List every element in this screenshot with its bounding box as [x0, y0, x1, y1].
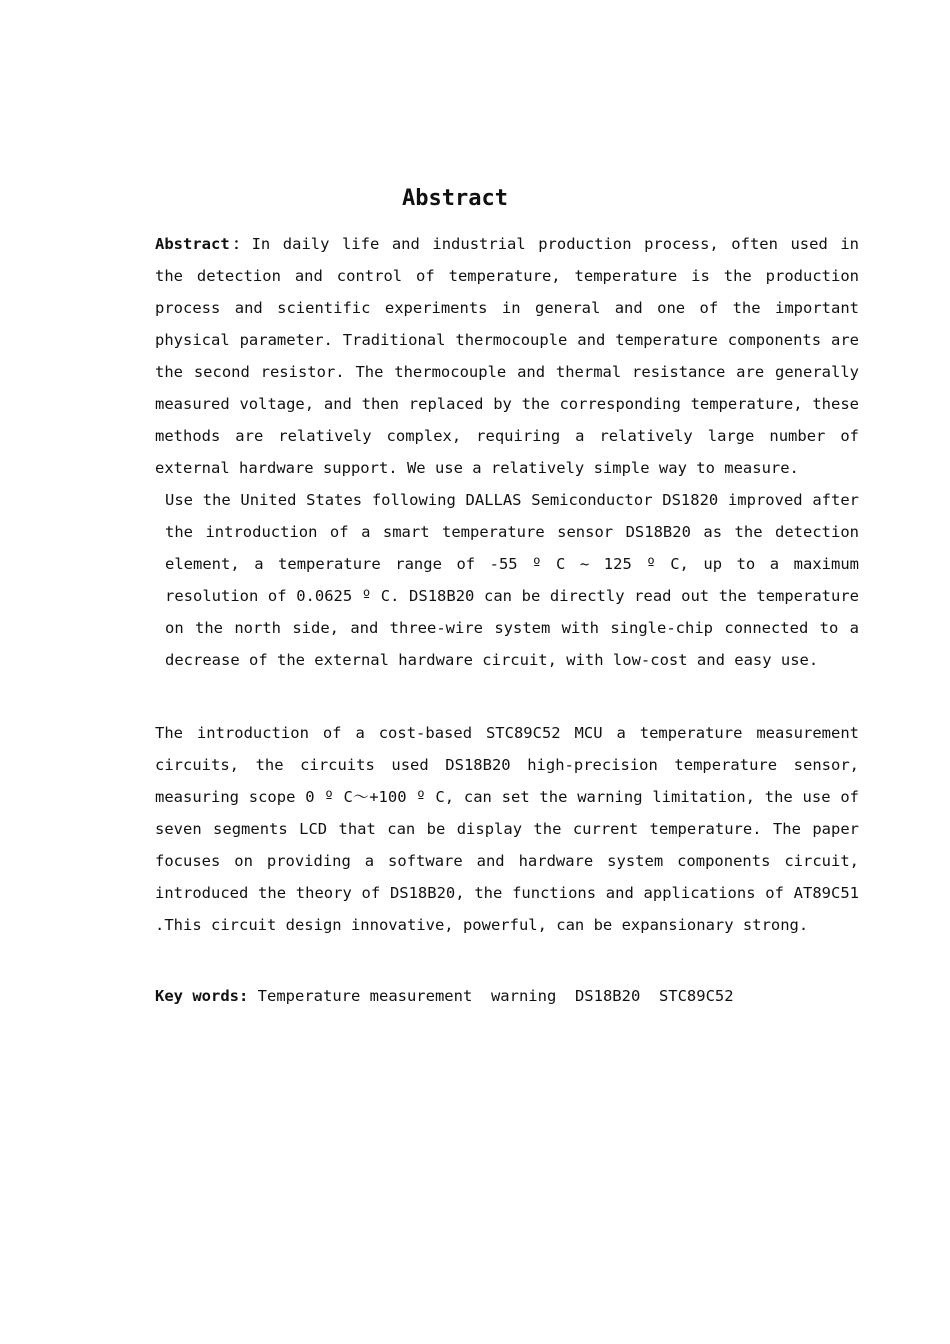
keywords-line — [137, 980, 859, 1012]
keywords-label: Key words: — [155, 987, 249, 1005]
abstract-paragraph-1-text: In daily life and industrial production process, often used in the detection and control of temperature, temperature is the production process and scientific experiments in general and one of the important physical parameter. Traditional thermocouple and temperature components are the second resistor. The thermocouple and thermal resistance are generally measured voltage, and then replaced by the corresponding temperature, these methods are relatively complex, requiring a relatively large number of external hardware support. We use a relatively simple way to measure. — [155, 235, 860, 477]
abstract-label: Abstract： — [155, 235, 252, 253]
keywords-value: Temperature measurement warning DS18B20 STC89C52 — [257, 987, 734, 1005]
abstract-paragraph-3: The introduction of a cost-based STC89C52 MCU a temperature measurement circuits, the circuits used DS18B20 high-precision temperature sensor, measuring scope 0 º C～+100 º C, can set the warning limitation, the use of seven segments LCD that can be display the current temperature. The paper focuses on providing a software and hardware system components circuit, introduced the theory of DS18B20, the functions and applications of AT89C51 .This circuit design innovative, powerful, can be expansionary strong. — [155, 724, 859, 934]
abstract-paragraph-1 — [137, 228, 859, 484]
page-title: Abstract — [402, 186, 508, 211]
abstract-paragraph-2: Use the United States following DALLAS Semiconductor DS1820 improved after the introduction of a smart temperature sensor DS18B20 as the detection element, a temperature range of -55 º C ~ 125 º C, up to a maximum resolution of 0.0625 º C. DS18B20 can be directly read out the temperature on the north side, and three-wire system with single-chip connected to a decrease of the external hardware circuit, with low-cost and easy use. — [165, 491, 859, 669]
